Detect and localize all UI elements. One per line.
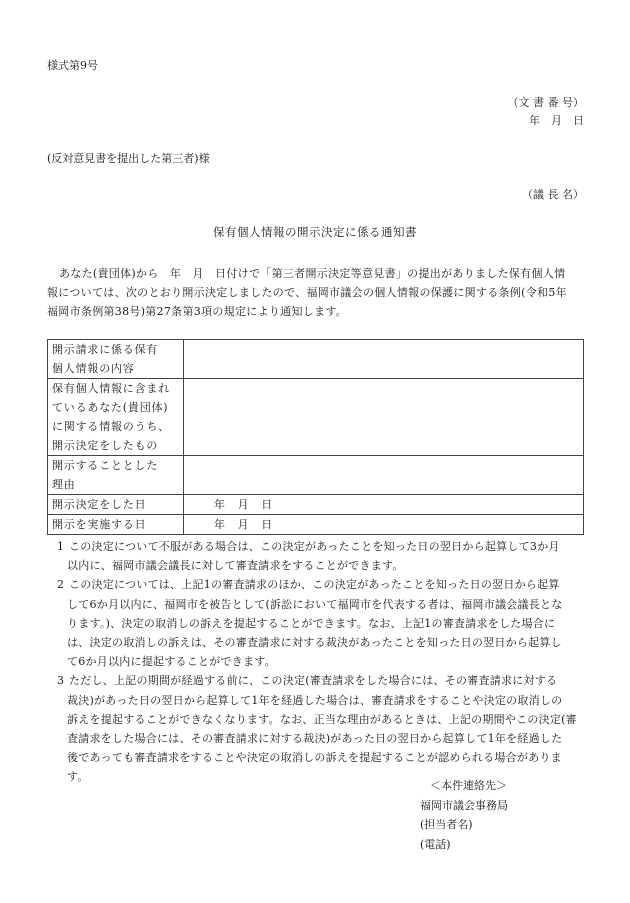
table-label — [48, 340, 184, 379]
note-line: 査請求をした場合には、その審査請求に対する裁決)があった日の翌日から起算して1年を経過した — [67, 732, 563, 746]
label-line: に関する情報のうち、 — [52, 420, 170, 433]
notes-list — [47, 537, 592, 787]
note-line: 裁決)があった日の翌日から起算して1年を経過した場合は、審査請求をすることや決定の取消しの — [67, 693, 563, 707]
note-line: は、決定の取消しの訴えは、その審査請求に対する裁決があったことを知った日の翌日から起算し — [67, 636, 562, 650]
label-line: 開示請求に係る保有 — [52, 343, 159, 356]
contact-heading: ＜本件連絡先＞ — [430, 779, 507, 792]
note-line: この決定については、上記1の審査請求のほか、この決定があったことを知った日の翌日から起算 — [69, 578, 560, 592]
table-label — [48, 515, 184, 535]
note-item — [47, 671, 592, 786]
body-line: 福岡市条例第38号)第27条第3項の規定により通知します。 — [47, 305, 348, 318]
note-line: ただし、上記の期間が経過する前に、この決定(審査請求をした場合には、その審査請求に対する — [69, 674, 558, 688]
note-line: ります。)、決定の取消しの訴えを提起することができます。なお、上記1の審査請求をした場合に — [67, 616, 556, 630]
body-line: 報については、次のとおり開示決定しましたので、福岡市議会の個人情報の保護に関する条例(令和5年 — [47, 286, 567, 299]
note-line: す。 — [67, 770, 89, 784]
document-title: 保有個人情報の開示決定に係る通知書 — [213, 225, 417, 239]
contact-phone: (電話) — [420, 837, 451, 851]
label-line: 個人情報の内容 — [52, 362, 135, 375]
table-row — [48, 456, 584, 495]
label-line: 保有個人情報に含まれ — [52, 382, 170, 395]
note-number: 1 — [57, 540, 65, 553]
table-label — [48, 495, 184, 515]
label-line: ているあなた(貴団体) — [52, 401, 169, 414]
note-line: て6か月以内に提起することができます。 — [67, 655, 276, 669]
table-row — [48, 515, 584, 535]
label-line: 開示することとした — [52, 459, 159, 472]
form-number: 様式第9号 — [47, 59, 98, 72]
note-item — [47, 537, 592, 575]
note-item — [47, 575, 592, 671]
label-line: 開示決定をしたもの — [52, 439, 159, 452]
body-line: あなた(貴団体)から 年 月 日付けで「第三者開示決定等意見書」の提出がありました保有個人情 — [59, 267, 566, 280]
implementation-date-value: 年 月 日 — [184, 515, 584, 535]
table-row — [48, 495, 584, 515]
disclosure-table — [47, 339, 584, 535]
table-label — [48, 456, 184, 495]
table-value — [184, 379, 584, 456]
table-row — [48, 340, 584, 379]
issue-date: 年 月 日 — [529, 114, 584, 127]
note-line: 後であっても審査請求をすることや決定の取消しの訴えを提起することが認められる場合がありま — [67, 751, 562, 765]
note-line: 訴えを提起することができなくなります。なお、正当な理由があるときは、上記の期間やこの決定(審 — [67, 712, 577, 726]
body-paragraph — [47, 264, 587, 321]
contact-office: 福岡市議会事務局 — [420, 798, 508, 812]
sender-name: （議 長 名） — [522, 188, 584, 201]
note-line: この決定について不服がある場合は、この決定があったことを知った日の翌日から起算して3か月 — [69, 540, 560, 553]
note-line: して6か月以内に、福岡市を被告として(訴訟において福岡市を代表する者は、福岡市議会議長とな — [67, 597, 563, 611]
label-line: 開示を実施する日 — [52, 518, 147, 531]
table-value — [184, 340, 584, 379]
label-line: 理由 — [52, 478, 76, 491]
decision-date-value: 年 月 日 — [184, 495, 584, 515]
contact-block — [420, 776, 508, 854]
table-value — [184, 456, 584, 495]
table-label — [48, 379, 184, 456]
note-number: 2 — [57, 578, 65, 592]
label-line: 開示決定をした日 — [52, 498, 147, 511]
recipient: (反対意見書を提出した第三者)様 — [47, 152, 210, 165]
note-line: 以内に、福岡市議会議長に対して審査請求をすることができます。 — [67, 559, 404, 573]
document-number: （文 書 番 号） — [507, 96, 584, 109]
table-row — [48, 379, 584, 456]
note-number: 3 — [57, 674, 65, 688]
contact-person: (担当者名) — [420, 818, 473, 831]
